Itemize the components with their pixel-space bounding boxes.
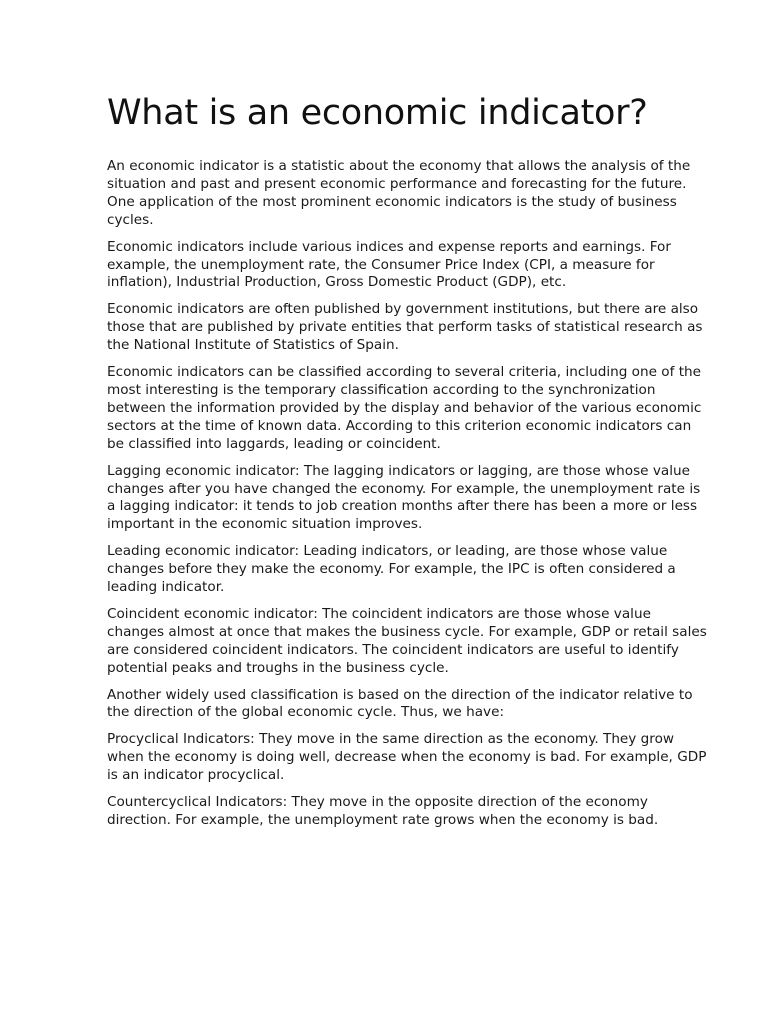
paragraph-leading: Leading economic indicator: Leading indicators, or leading, are those whose value changes before they make the economy. For example, the IPC is often considered a leading indicator. bbox=[107, 543, 676, 596]
paragraph-classification: Economic indicators can be classified according to several criteria, including one of the most interesting is the temporary classification according to the synchronization between the information provided by the display and behavior of the various economic sectors at the time of known data. According to this criterion economic indicators can be classified into laggards, leading or coincident. bbox=[107, 364, 702, 452]
document-title: What is an economic indicator? bbox=[107, 93, 648, 133]
paragraph-countercyclical: Countercyclical Indicators: They move in the opposite direction of the economy direction. For example, the unemployment rate grows when the economy is bad. bbox=[107, 794, 659, 828]
paragraph-coincident: Coincident economic indicator: The coincident indicators are those whose value changes almost at once that makes the business cycle. For example, GDP or retail sales are considered coincident indicators. The coincident indicators are useful to identify potential peaks and troughs in the business cycle. bbox=[107, 605, 707, 676]
paragraph-publishers: Economic indicators are often published by government institutions, but there are also those that are published by private entities that perform tasks of statistical research as the National Institute of Statistics of Spain. bbox=[107, 301, 703, 354]
document-body bbox=[107, 158, 712, 830]
paragraph-direction: Another widely used classification is based on the direction of the indicator relative to the direction of the global economic cycle. Thus, we have: bbox=[107, 686, 693, 721]
paragraph-examples: Economic indicators include various indices and expense reports and earnings. For example, the unemployment rate, the Consumer Price Index (CPI, a measure for inflation), Industrial Production, Gross Domestic Product (GDP), etc. bbox=[107, 238, 671, 291]
paragraph-intro: An economic indicator is a statistic about the economy that allows the analysis of the situation and past and present economic performance and forecasting for the future. One application of the most prominent economic indicators is the study of business cycles. bbox=[107, 158, 691, 228]
paragraph-lagging: Lagging economic indicator: The lagging indicators or lagging, are those whose value changes after you have changed the economy. For example, the unemployment rate is a lagging indicator: it tends to job creation months after there has been a more or less important in the economic situation improves. bbox=[107, 462, 701, 533]
paragraph-procyclical: Procyclical Indicators: They move in the same direction as the economy. They grow when the economy is doing well, decrease when the economy is bad. For example, GDP is an indicator procyclical. bbox=[107, 731, 707, 784]
